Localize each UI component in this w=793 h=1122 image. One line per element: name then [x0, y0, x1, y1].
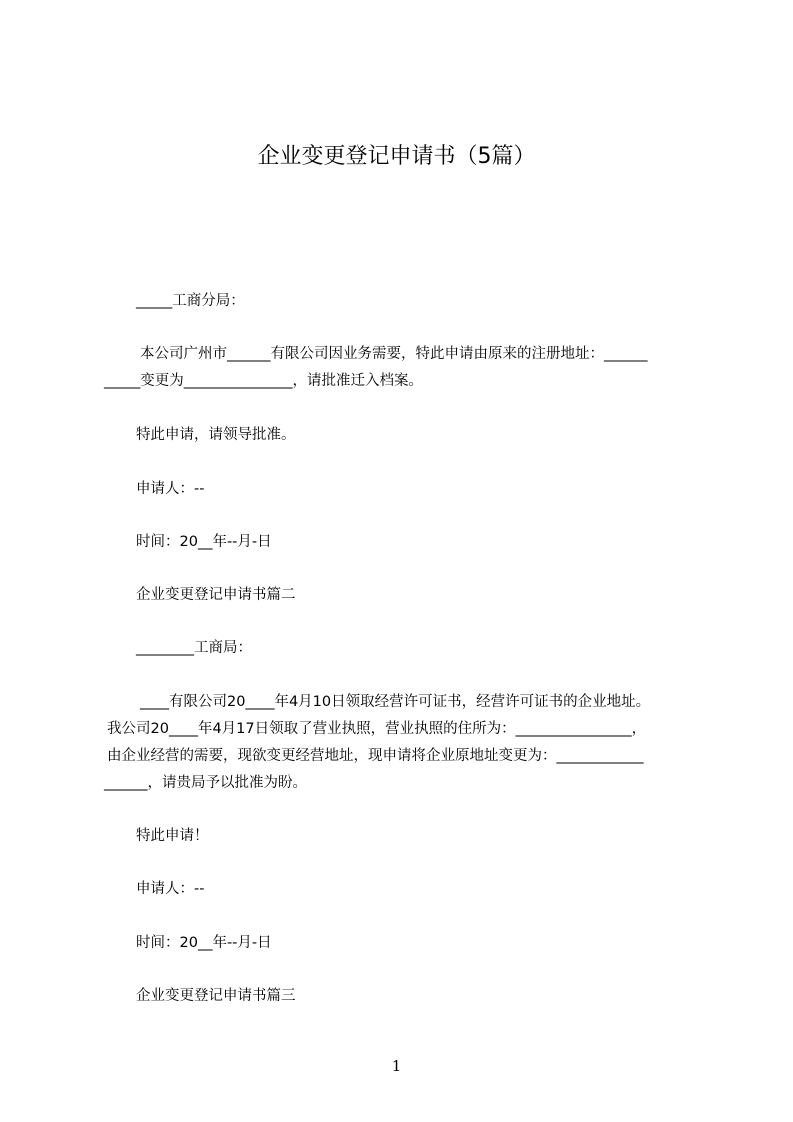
document-title: 企业变更登记申请书（5篇）: [257, 144, 536, 169]
letter1-body-line2: _____变更为_______________，请批准迁入档案。: [104, 373, 423, 389]
letter2-applicant: 申请人：--: [136, 881, 205, 897]
letter2-body-line3: 由企业经营的需要，现欲变更经营地址，现申请将企业原地址变更为：____________: [107, 748, 644, 764]
letter2-body-line1: ____有限公司20____年4月10日领取经营许可证书，经营许可证书的企业地址。: [140, 694, 651, 710]
page-number: 1: [391, 1057, 402, 1075]
letter1-closing: 特此申请，请领导批准。: [136, 427, 296, 443]
letter3-heading: 企业变更登记申请书篇三: [136, 988, 296, 1004]
letter2-heading: 企业变更登记申请书篇二: [136, 587, 296, 603]
letter1-body-line1: 本公司广州市______有限公司因业务需要，特此申请由原来的注册地址：______: [140, 346, 648, 362]
letter1-date: 时间：20__年--月-日: [136, 534, 272, 550]
letter1-salutation: _____工商分局：: [136, 293, 245, 309]
letter2-salutation: ________工商局：: [136, 640, 252, 656]
letter2-body-line4: ______，请贵局予以批准为盼。: [104, 775, 307, 791]
letter2-closing: 特此申请！: [136, 828, 209, 844]
letter2-date: 时间：20__年--月-日: [136, 935, 272, 951]
letter1-applicant: 申请人：--: [136, 481, 205, 497]
letter2-body-line2: 我公司20____年4月17日领取了营业执照，营业执照的住所为：________________，: [107, 721, 647, 737]
